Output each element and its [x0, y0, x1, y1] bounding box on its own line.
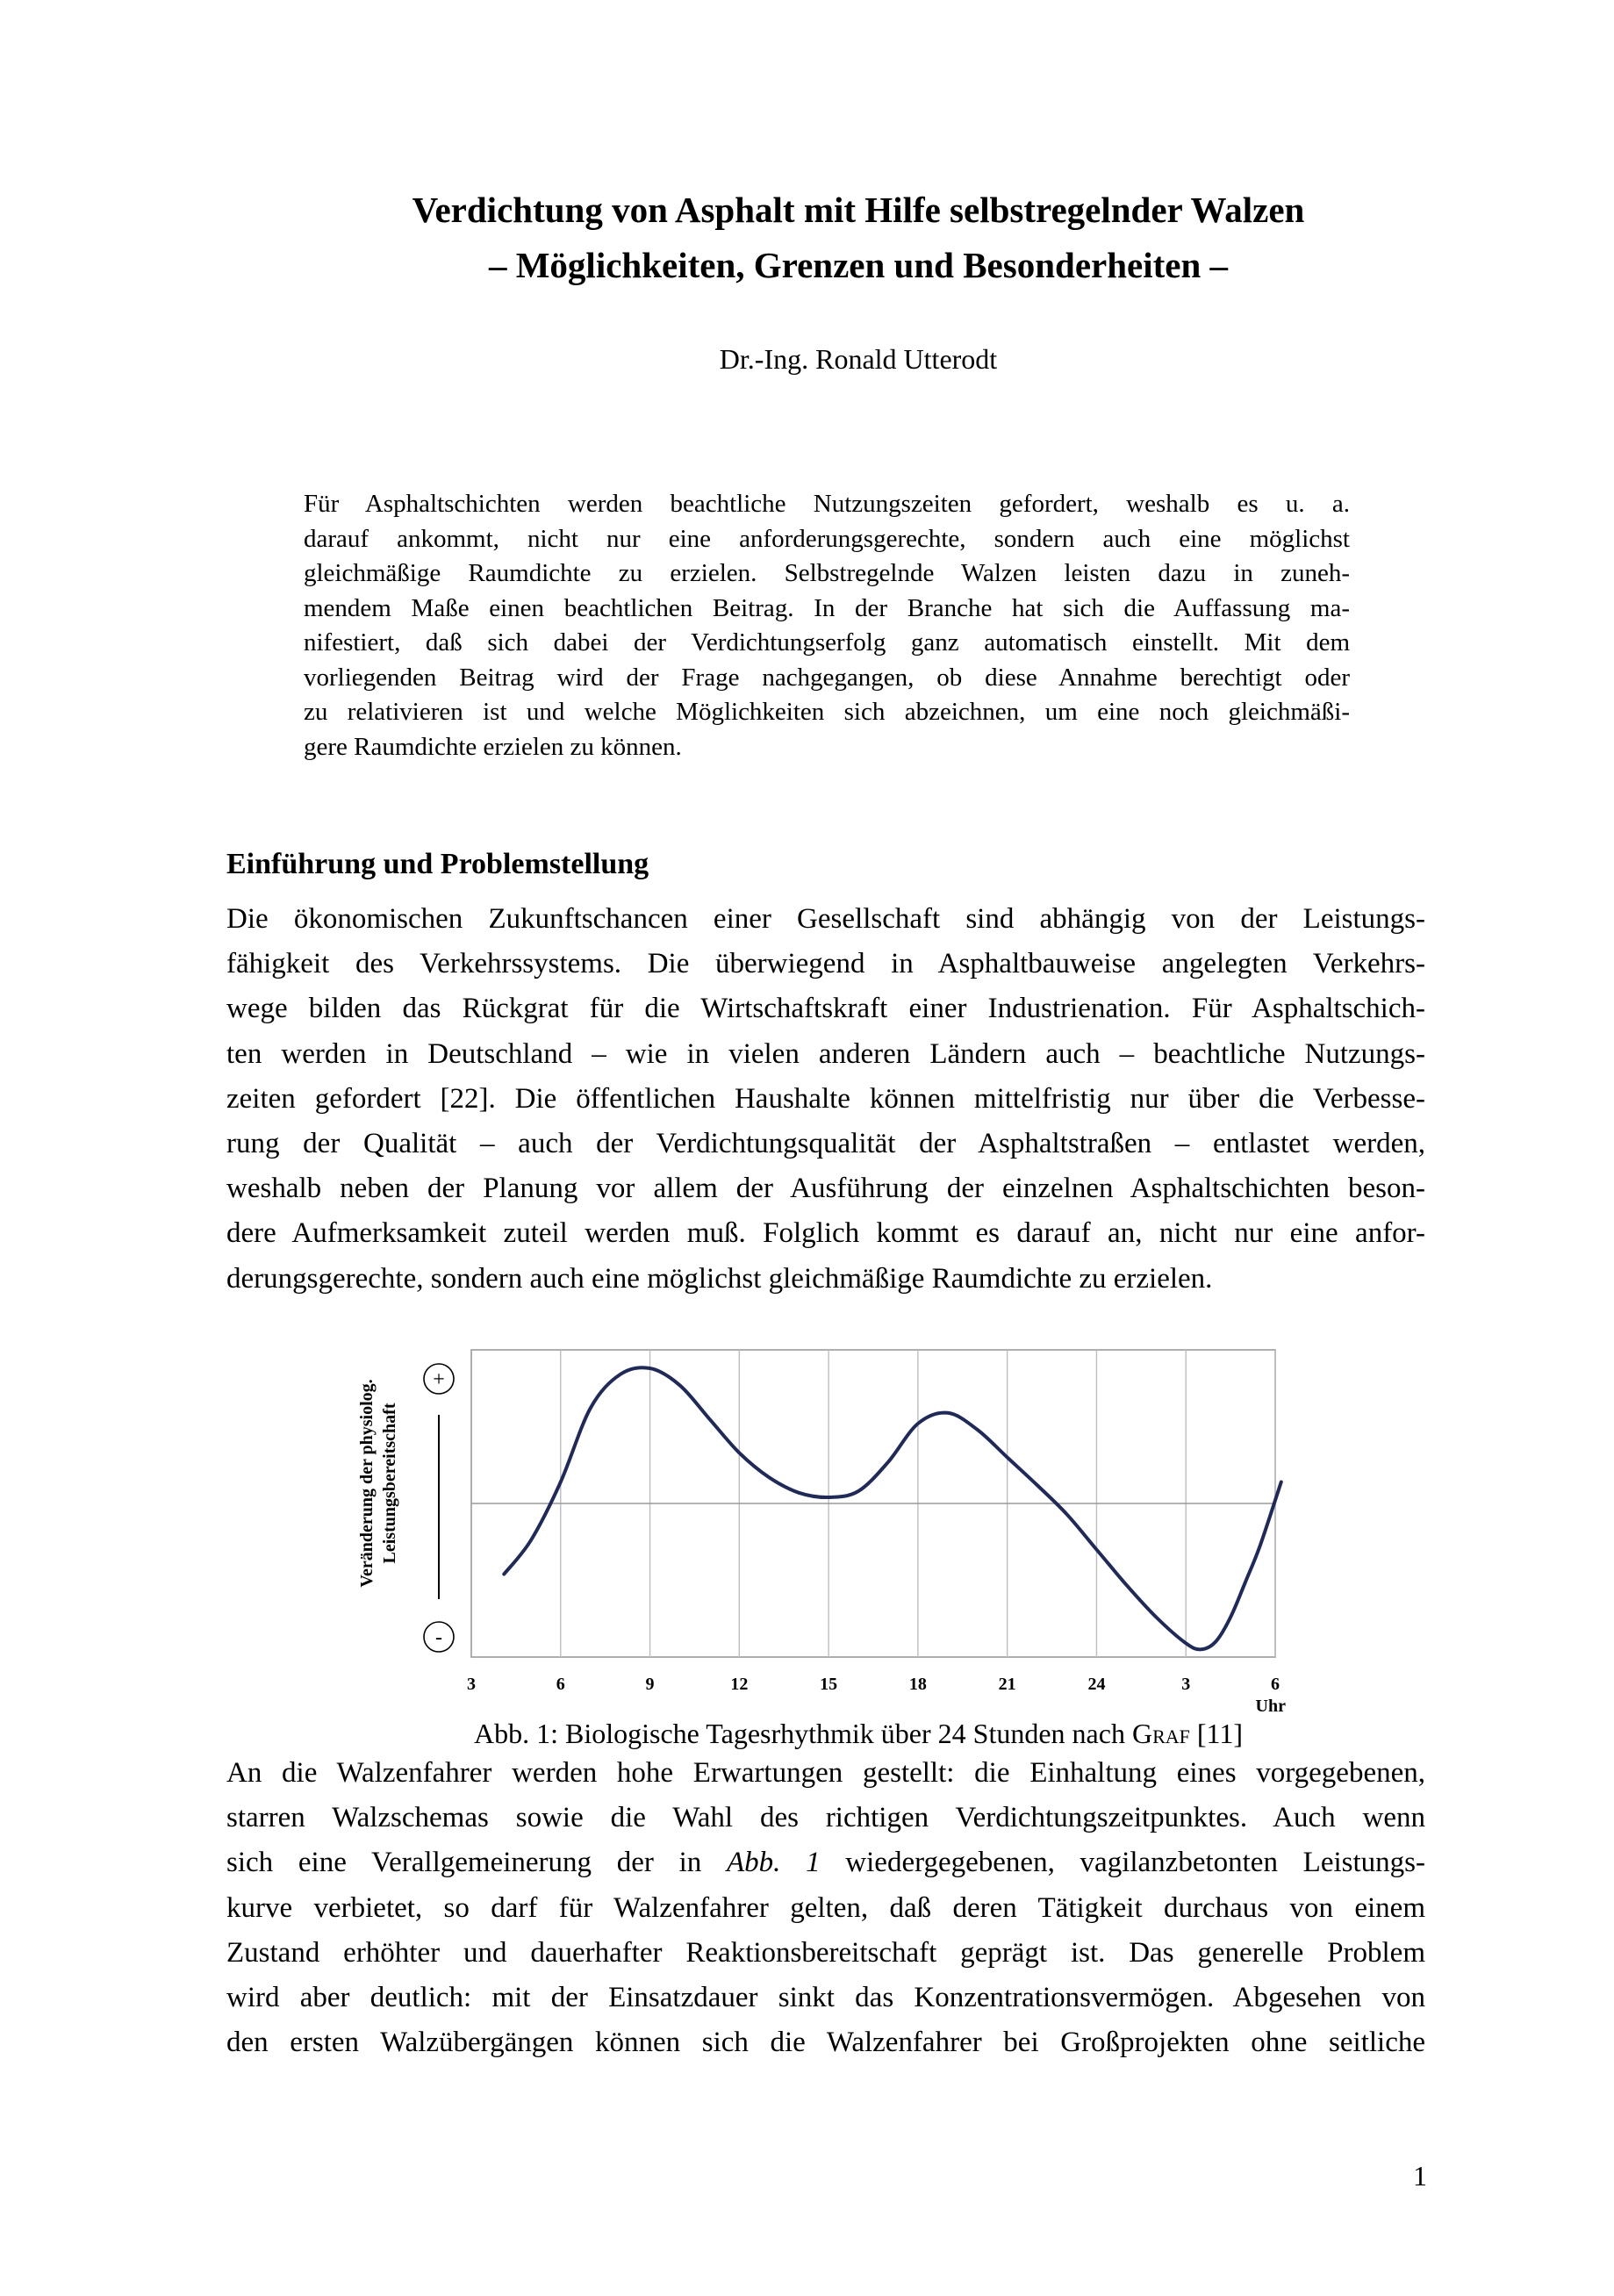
paper-title: [226, 183, 1490, 293]
x-tick-label: 6: [556, 1675, 565, 1694]
caption-author: Graf: [1131, 1718, 1190, 1749]
x-tick-label: 18: [908, 1675, 927, 1694]
chart-grid: [471, 1350, 1275, 1657]
paragraph-line: [226, 1976, 1425, 2020]
y-plus-circle: [424, 1364, 454, 1394]
title-line-1: Verdichtung von Asphalt mit Hilfe selbstregelnder Walzen: [412, 190, 1305, 230]
x-tick-label: 3: [1181, 1675, 1191, 1694]
abstract-line: Für Asphaltschichten werden beachtliche Nutzungszeiten gefordert, weshalb es u. a.: [304, 490, 1350, 518]
paragraph-line: zeiten gefordert [22]. Die öffentlichen Haushalte können mittelfristig nur über die Verbesse-: [226, 1082, 1425, 1115]
y-minus-symbol: -: [435, 1626, 442, 1649]
paragraph-line: [226, 1886, 1425, 1931]
y-axis-label: [357, 1379, 399, 1587]
plot-frame: [471, 1350, 1275, 1657]
x-tick-label: 21: [998, 1675, 1016, 1694]
paragraph-line: [226, 1751, 1425, 1796]
x-tick-label: 15: [820, 1675, 838, 1694]
paragraph-line: [226, 2020, 1425, 2065]
paragraph-text: An die Walzenfahrer werden hohe Erwartungen gestellt: die Einhaltung eines vorgegebenen,: [226, 1757, 1425, 1789]
paragraph-line: [226, 1840, 1425, 1885]
x-tick-labels: [467, 1675, 1280, 1694]
paragraph-line: ten werden in Deutschland – wie in vielen anderen Ländern auch – beachtliche Nutzungs-: [226, 1037, 1425, 1070]
author-name: Dr.-Ing. Ronald Utterodt: [719, 343, 998, 375]
title-line-2: – Möglichkeiten, Grenzen und Besonderheiten –: [488, 245, 1229, 285]
paragraph-text: kurve verbietet, so darf für Walzenfahrer gelten, daß deren Tätigkeit durchaus von einem: [226, 1891, 1425, 1924]
paragraph-line: weshalb neben der Planung vor allem der Ausführung der einzelnen Asphaltschichten beson-: [226, 1173, 1425, 1205]
paragraph-roller-drivers: [226, 1751, 1425, 2065]
paragraph-line: rung der Qualität – auch der Verdichtungsqualität der Asphaltstraßen – entlastet werden,: [226, 1128, 1425, 1160]
abstract-line: nifestiert, daß sich dabei der Verdichtungserfolg ganz automatisch einstellt. Mit dem: [304, 628, 1350, 657]
abstract: [304, 487, 1350, 764]
figure-caption: [226, 1716, 1490, 1751]
x-tick-label: 9: [645, 1675, 655, 1694]
x-tick-label: 3: [467, 1675, 476, 1694]
x-tick-label: 24: [1087, 1675, 1106, 1694]
abstract-line: gere Raumdichte erzielen zu können.: [304, 732, 682, 761]
page-number: 1: [1413, 2160, 1427, 2192]
paragraph-line: wege bilden das Rückgrat für die Wirtschaftskraft einer Industrienation. Für Asphaltschich-: [226, 993, 1425, 1025]
y-axis-label-line-2: Leistungsbereitschaft: [380, 1403, 399, 1564]
paragraph-line: derungsgerechte, sondern auch eine möglichst gleichmäßige Raumdichte zu erzielen.: [226, 1262, 1213, 1295]
y-plus-symbol: +: [433, 1368, 445, 1391]
section-heading: Einführung und Problemstellung: [226, 848, 649, 880]
paragraph-line: fähigkeit des Verkehrssystems. Die überwiegend in Asphaltbauweise angelegten Verkehrs-: [226, 948, 1425, 980]
x-tick-label: 12: [730, 1675, 749, 1694]
paragraph-text: den ersten Walzübergängen können sich die Walzenfahrer bei Großprojekten ohne seitliche: [226, 2027, 1425, 2059]
chart-y-indicator: [424, 1364, 454, 1652]
paragraph-introduction: [226, 897, 1425, 1302]
figure-reference: Abb. 1: [726, 1847, 821, 1879]
y-axis-label-line-1: Veränderung der physiolog.: [357, 1379, 377, 1588]
abstract-line: gleichmäßige Raumdichte zu erzielen. Selbstregelnde Walzen leisten dazu in zuneh-: [304, 559, 1350, 587]
x-tick-label: 6: [1271, 1675, 1280, 1694]
caption-reference: [11]: [1189, 1718, 1243, 1749]
abstract-line: darauf ankommt, nicht nur eine anforderungsgerechte, sondern auch eine möglichst: [304, 524, 1350, 553]
paragraph-text: starren Walzschemas sowie die Wahl des richtigen Verdichtungszeitpunktes. Auch wenn: [226, 1802, 1425, 1834]
paragraph-line: [226, 1796, 1425, 1840]
paragraph-text: Zustand erhöhter und dauerhafter Reaktionsbereitschaft geprägt ist. Das generelle Problem: [226, 1936, 1425, 1969]
abstract-line: zu relativieren ist und welche Möglichkeiten sich abzeichnen, um eine noch gleichmäßi-: [304, 698, 1350, 726]
paragraph-text: sich eine Verallgemeinerung der in: [226, 1847, 727, 1879]
series-line-performance: [504, 1367, 1281, 1649]
y-minus-circle: [424, 1622, 454, 1652]
paragraph-line: [226, 1931, 1425, 1976]
paragraph-line: Die ökonomischen Zukunftschancen einer Gesellschaft sind abhängig von der Leistungs-: [226, 903, 1425, 935]
paragraph-text: wiedergegebenen, vagilanzbetonten Leistungs-: [820, 1847, 1425, 1879]
paragraph-line: dere Aufmerksamkeit zuteil werden muß. Folglich kommt es darauf an, nicht nur eine anfor-: [226, 1217, 1425, 1250]
abstract-line: vorliegenden Beitrag wird der Frage nachgegangen, ob diese Annahme berechtigt oder: [304, 663, 1350, 692]
paragraph-text: wird aber deutlich: mit der Einsatzdauer sinkt das Konzentrationsvermögen. Abgesehen von: [226, 1982, 1425, 2014]
abstract-line: mendem Maße einen beachtlichen Beitrag. In der Branche hat sich die Auffassung ma-: [304, 593, 1350, 622]
x-axis-label: Uhr: [1255, 1697, 1286, 1716]
caption-text: Abb. 1: Biologische Tagesrhythmik über 24 Stunden nach: [474, 1718, 1132, 1749]
